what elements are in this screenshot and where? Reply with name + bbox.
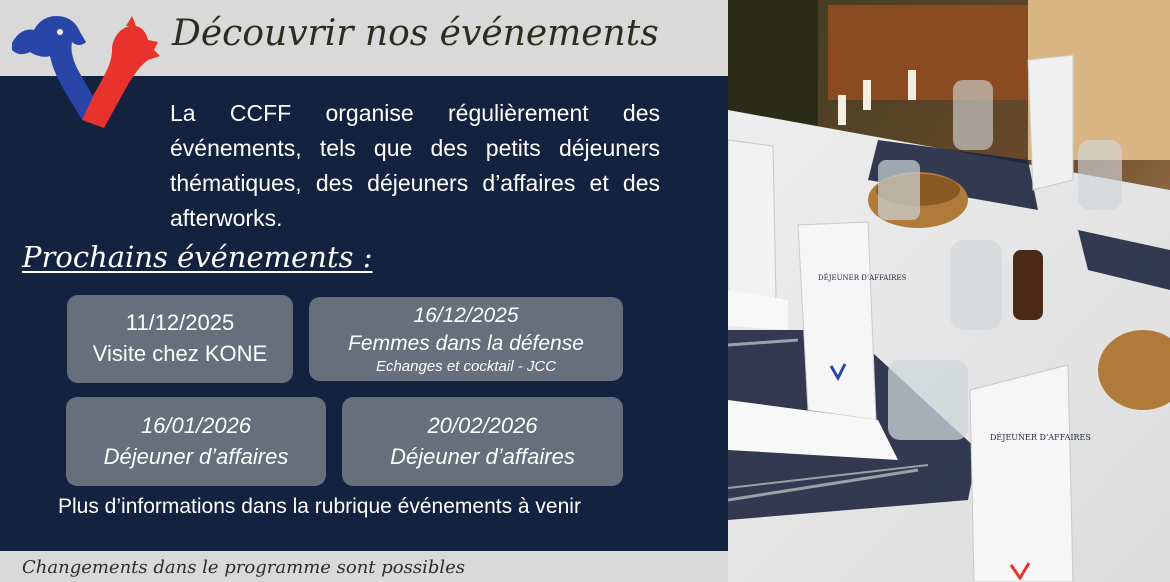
event-date: 16/01/2026 — [140, 412, 252, 438]
event-card-femmes-defense[interactable] — [309, 297, 623, 381]
event-card-dejeuner-janvier[interactable] — [66, 397, 326, 486]
event-subtitle: Echanges et cocktail - JCC — [375, 358, 557, 375]
footer-note: Changements dans le programme sont possibles — [22, 557, 466, 578]
event-title: Femmes dans la défense — [348, 332, 584, 355]
table-setting-photo — [728, 0, 1170, 582]
intro-paragraph: La CCFF organise régulièrement des événements, tels que des petits déjeuners thématiques, des déjeuners d’affaires et des afterworks. — [170, 100, 660, 231]
event-date: 20/02/2026 — [427, 412, 538, 438]
menu-card-label: DÉJEUNER D’AFFAIRES — [990, 433, 1091, 442]
more-info-text: Plus d’informations dans la rubrique événements à venir — [58, 495, 581, 518]
menu-card-label: DÉJEUNER D’AFFAIRES — [818, 274, 907, 282]
event-date: 16/12/2025 — [413, 304, 519, 327]
upcoming-events-heading: Prochains événements : — [22, 240, 373, 274]
event-title: Déjeuner d’affaires — [390, 443, 575, 469]
ccff-rooster-logo — [8, 10, 170, 134]
event-title: Déjeuner d’affaires — [103, 443, 289, 469]
event-card-kone[interactable] — [67, 295, 293, 383]
event-date: 11/12/2025 — [125, 310, 235, 335]
event-title: Visite chez KONE — [92, 341, 268, 366]
event-card-dejeuner-fevrier[interactable] — [342, 397, 623, 486]
page-title: Découvrir nos événements — [172, 13, 659, 54]
